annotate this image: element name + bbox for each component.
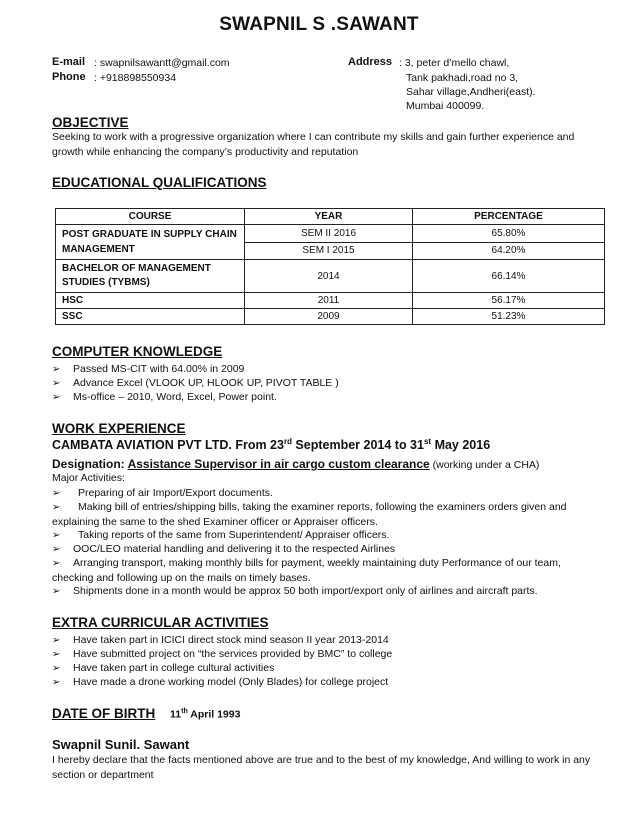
dob-heading: DATE OF BIRTH [52,706,156,721]
arrow-bullet-icon: ➢ [52,502,61,513]
percentage-cell: 65.80% [413,225,605,243]
list-item: ➢ Have taken part in college cultural activities [52,662,275,674]
list-item: ➢ Arranging transport, making monthly bills for payment, weekly maintaining duty Performance of our team, checking and following up on the mails on timely bases. [52,557,561,584]
arrow-bullet-icon: ➢ [52,558,61,569]
year-cell: 2009 [245,309,413,325]
arrow-bullet-icon: ➢ [52,663,61,674]
designation-line: Designation: Assistance Supervisor in air cargo custom clearance (working under a CHA) [52,457,540,471]
year-cell: 2011 [245,293,413,309]
phone-label: Phone [52,71,86,83]
table-row [56,293,605,309]
course-cell: BACHELOR OF MANAGEMENT STUDIES (TYBMS) [56,260,245,293]
list-item: ➢ Taking reports of the same from Superintendent/ Appraiser officers. [52,529,390,541]
address-label: Address [348,56,393,68]
list-item: ➢ Advance Excel (VLOOK UP, HLOOK UP, PIVOT TABLE ) [52,377,339,389]
course-cell: SSC [56,309,245,325]
table-header-row [56,209,605,225]
email-value: : swapnilsawantt@gmail.com [94,57,230,69]
address-line: Sahar village,Andheri(east). [406,86,536,98]
column-header: YEAR [245,209,413,225]
arrow-bullet-icon: ➢ [52,635,61,646]
list-item: ➢ OOC/LEO material handling and delivering it to the respected Airlines [52,543,396,555]
list-item: ➢ Making bill of entries/shipping bills, taking the examiner reports, following the examiners orders given and explaining the same to the shed Examiner officer or Appraiser officers. [52,501,567,528]
table-row [56,260,605,293]
page-title: SWAPNIL S .SAWANT [219,14,419,35]
year-cell: SEM I 2015 [245,242,413,260]
email-label: E-mail [52,56,86,68]
objective-heading: OBJECTIVE [52,115,129,130]
arrow-bullet-icon: ➢ [52,392,61,403]
percentage-cell: 64.20% [413,242,605,260]
arrow-bullet-icon: ➢ [52,586,61,597]
list-item: ➢ Preparing of air Import/Export documents. [52,487,273,499]
percentage-cell: 66.14% [413,260,605,293]
activities-label: Major Activities: [52,472,125,484]
education-table [55,208,605,325]
percentage-cell: 56.17% [413,293,605,309]
address-line: Tank pakhadi,road no 3, [406,72,519,84]
list-item: ➢ Have submitted project on “the services provided by BMC” to college [52,648,393,660]
signature-name: Swapnil Sunil. Sawant [52,737,190,752]
table-row [56,225,605,243]
declaration-text: I hereby declare that the facts mentioned above are true and to the best of my knowledge, And willing to work in any section or department [52,754,591,781]
list-item: ➢ Ms-office – 2010, Word, Excel, Power point. [52,391,277,403]
year-cell: 2014 [245,260,413,293]
arrow-bullet-icon: ➢ [52,378,61,389]
percentage-cell: 51.23% [413,309,605,325]
arrow-bullet-icon: ➢ [52,544,61,555]
phone-value: : +918898550934 [94,72,177,84]
table-row [56,309,605,325]
extra-heading: EXTRA CURRICULAR ACTIVITIES [52,615,269,630]
column-header: COURSE [56,209,245,225]
computer-heading: COMPUTER KNOWLEDGE [52,344,223,359]
list-item: ➢ Have made a drone working model (Only Blades) for college project [52,676,389,688]
company-line: CAMBATA AVIATION PVT LTD. From 23rd September 2014 to 31st May 2016 [52,437,491,453]
list-item: ➢ Passed MS-CIT with 64.00% in 2009 [52,363,245,375]
list-item: ➢ Shipments done in a month would be approx 50 both import/export only of airlines and aircraft parts. [52,585,538,597]
list-item: ➢ Have taken part in ICICI direct stock mind season II year 2013-2014 [52,634,389,646]
course-cell: POST GRADUATE IN SUPPLY CHAIN MANAGEMENT [56,225,245,260]
education-heading: EDUCATIONAL QUALIFICATIONS [52,175,267,190]
arrow-bullet-icon: ➢ [52,677,61,688]
dob-value: 11th April 1993 [170,708,241,721]
column-header: PERCENTAGE [413,209,605,225]
address-line: : 3, peter d’mello chawl, [399,57,510,69]
arrow-bullet-icon: ➢ [52,364,61,375]
year-cell: SEM II 2016 [245,225,413,243]
arrow-bullet-icon: ➢ [52,649,61,660]
work-heading: WORK EXPERIENCE [52,421,186,436]
address-line: Mumbai 400099. [406,100,485,112]
course-cell: HSC [56,293,245,309]
arrow-bullet-icon: ➢ [52,530,61,541]
arrow-bullet-icon: ➢ [52,488,61,499]
objective-text: Seeking to work with a progressive organization where I can contribute my skills and gain further experience and growth while enhancing the company’s productivity and reputation [52,131,575,158]
